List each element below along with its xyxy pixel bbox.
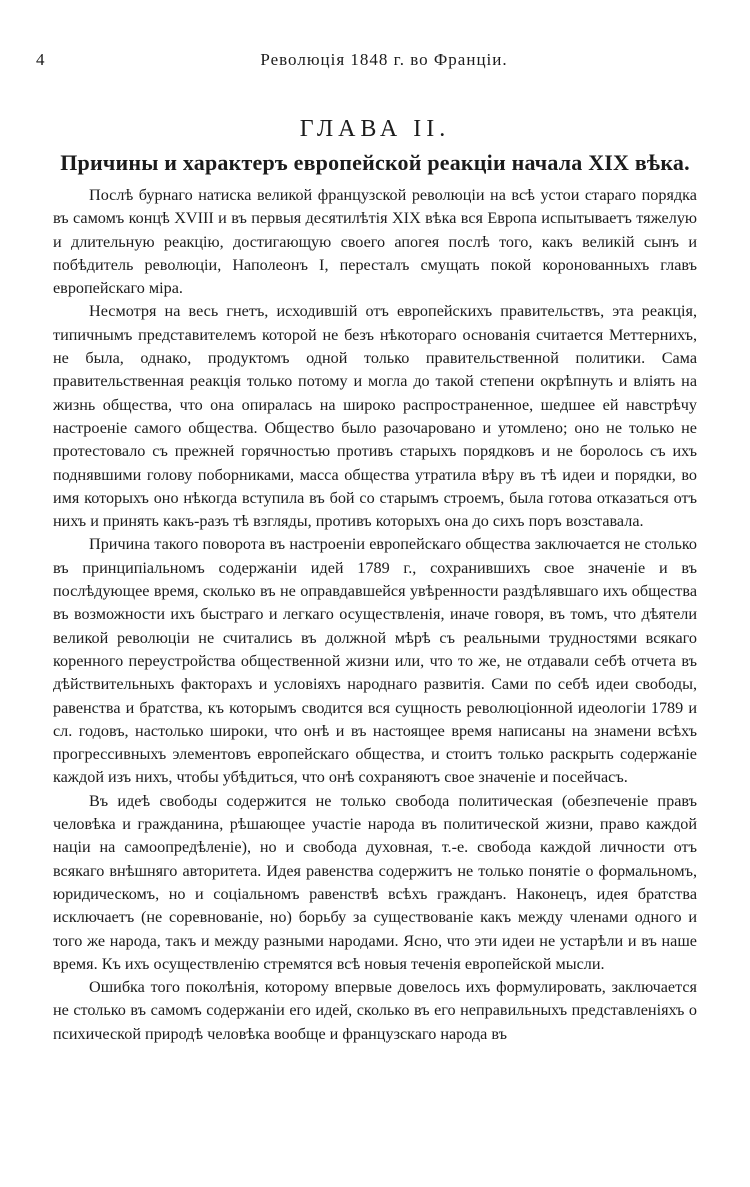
paragraph-1: Послѣ бурнаго натиска великой французской революціи на всѣ устои стараго порядка въ самомъ концѣ XVIII и въ первыя десятилѣтія XIX вѣка вся Европа испытываетъ тяжелую и длительную реакцію, достигающую своего апогея послѣ того, какъ великій сынъ и побѣдитель революціи, Наполеонъ I, пересталъ смущать покой коронованныхъ главъ европейскаго міра. <box>53 186 697 298</box>
page-number: 4 <box>36 50 46 69</box>
paragraph-3: Причина такого поворота въ настроеніи европейскаго общества заключается не столько въ принципіальномъ содержаніи идей 1789 г., сохранившихъ свое значеніе и въ послѣдующее время, сколько въ не оправдавшейся увѣренности раздѣлявшаго ихъ общества въ возможности ихъ быстраго и легкаго осуществленія, иначе говоря, въ томъ, что дѣятели великой революціи не считались въ должной мѣрѣ съ реальными трудностями всякаго коренного переустройства общественной жизни или, что то же, не отдавали себѣ отчета въ дѣйствительныхъ факторахъ и условіяхъ народнаго развитія. Сами по себѣ идеи свободы, равенства и братства, къ которымъ сводится вся сущность революціонной идеологіи 1789 и сл. годовъ, настолько широки, что онѣ и въ настоящее время написаны на знамени всѣхъ прогрессивныхъ элементовъ европейскаго общества, и стоитъ только раскрыть содержаніе каждой изъ нихъ, чтобы убѣдиться, что онѣ сохраняютъ свое значеніе и посейчасъ. <box>53 535 697 787</box>
paragraph-2: Несмотря на весь гнетъ, исходившій отъ европейскихъ правительствъ, эта реакція, типичнымъ представителемъ которой не безъ нѣкотораго основанія считается Меттернихъ, не была, однако, продуктомъ одной только правительственной политики. Сама правительственная реакція только потому и могла до такой степени окрѣпнуть и вліять на жизнь общества, что она опиралась на широко распространенное, шедшее ей навстрѣчу настроеніе самого общества. Общество было разочаровано и утомлено; оно не только не протестовало съ прежней горячностью противъ старыхъ порядковъ и не боролось съ ихъ поднявшими голову поборниками, масса общества утратила вѣру въ тѣ идеи и порядки, во имя которыхъ оно нѣкогда вступила въ бой со старымъ строемъ, была готова отказаться отъ нихъ и принять какъ-разъ тѣ взгляды, противъ которыхъ она до сихъ поръ возставала. <box>53 302 697 531</box>
chapter-label: ГЛАВА II. <box>299 116 451 142</box>
paragraph-4: Въ идеѣ свободы содержится не только свобода политическая (обезпеченіе правъ человѣка и гражданина, рѣшающее участіе народа въ политической жизни, право каждой націи на самоопредѣленіе), но и свобода духовная, т.-е. свобода каждой личности отъ всякаго внѣшняго авторитета. Идея равенства содержитъ не только понятіе о формальномъ, юридическомъ, но и соціальномъ равенствѣ всѣхъ гражданъ. Наконецъ, идея братства исключаетъ (не соревнованіе, но) борьбу за существованіе какъ между членами одного и того же народа, такъ и между разными народами. Ясно, что эти идеи не устарѣли и въ наше время. Къ ихъ осуществленію стремятся всѣ новыя теченія европейской мысли. <box>53 791 697 973</box>
running-header <box>36 50 692 74</box>
running-title: Революція 1848 г. во Франціи. <box>260 50 508 69</box>
body-text <box>53 184 697 1046</box>
paragraph-5: Ошибка того поколѣнія, которому впервые довелось ихъ формулировать, заключается не столько въ самомъ содержаніи его идей, сколько въ его неправильныхъ представленіяхъ о психической природѣ человѣка вообще и французскаго народа въ <box>53 978 697 1043</box>
chapter-title: Причины и характеръ европейской реакціи начала XIX вѣка. <box>60 150 690 175</box>
